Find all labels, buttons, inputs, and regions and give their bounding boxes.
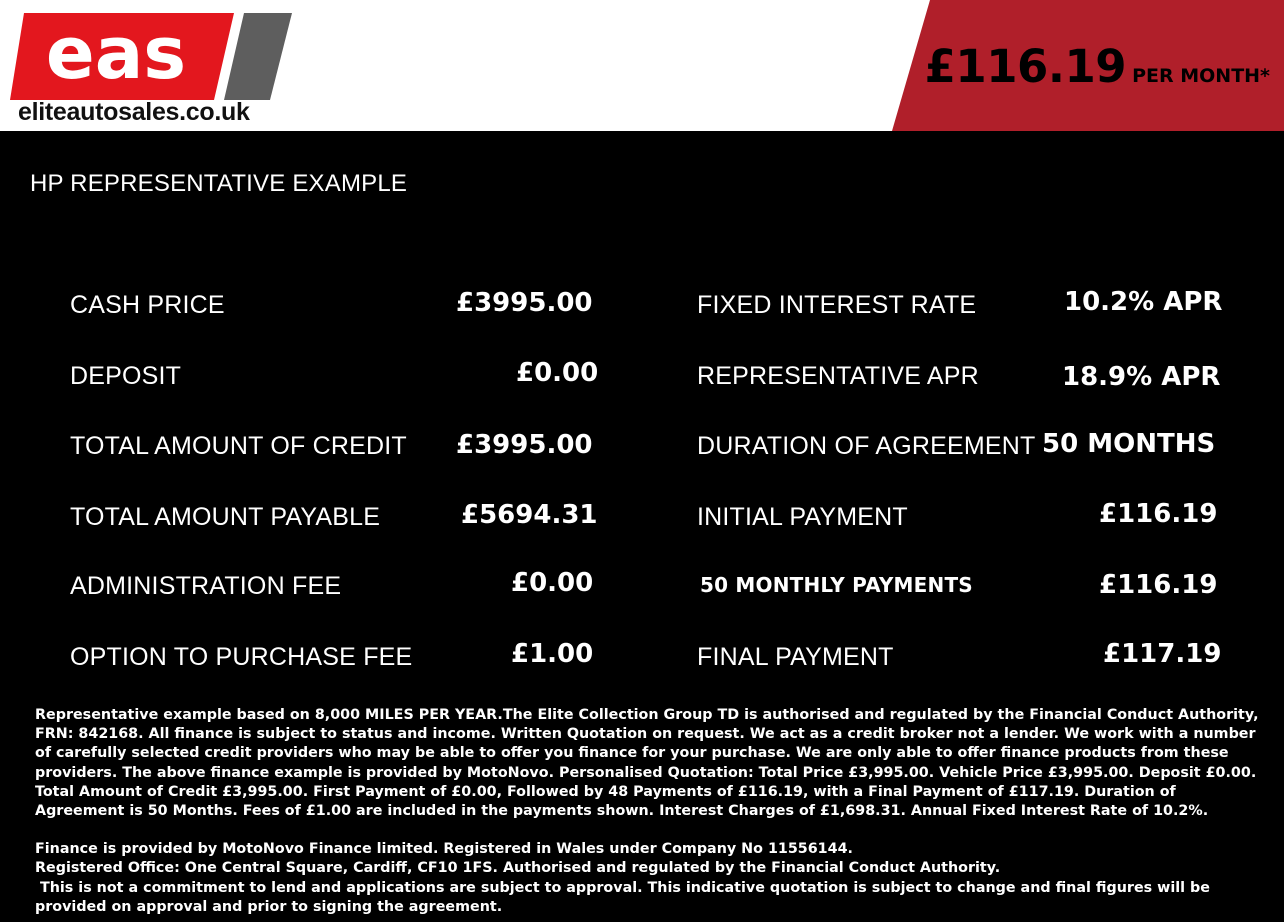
disclaimer-line: Agreement is 50 Months. Fees of £1.00 are included in the payments shown. Interest Charges of £1,698.31. Annual Fixed Interest Rate of 10.2%. (35, 803, 1209, 820)
value-initial-payment: £116.19 (1099, 499, 1218, 529)
disclaimer-line: providers. The above finance example is provided by MotoNovo. Personalised Quotation: Total Price £3,995.00. Vehicle Price £3,995.00. Deposit £0.00. (35, 764, 1257, 781)
logo-text: eas (45, 11, 187, 95)
paragraph-gap (35, 821, 1275, 840)
label-cash-price: CASH PRICE (70, 291, 225, 319)
label-total-credit: TOTAL AMOUNT OF CREDIT (70, 432, 407, 460)
disclaimer-line: of carefully selected credit providers who may be able to offer you finance for your purchase. We are only able to offer finance products from these (35, 745, 1229, 762)
price-suffix: PER MONTH* (1132, 65, 1270, 87)
value-admin-fee: £0.00 (511, 568, 594, 598)
label-admin-fee: ADMINISTRATION FEE (70, 572, 342, 600)
section-title: HP REPRESENTATIVE EXAMPLE (30, 170, 408, 197)
label-duration: DURATION OF AGREEMENT (697, 432, 1036, 460)
label-monthly-payments: 50 MONTHLY PAYMENTS (700, 573, 973, 597)
disclaimer-line: Representative example based on 8,000 MILES PER YEAR.The Elite Collection Group TD is authorised and regulated by the Financial Conduct Authority, (35, 707, 1259, 723)
disclaimer-line: FRN: 842168. All finance is subject to status and income. Written Quotation on request. We act as a credit broker not a lender. We work with a number (35, 726, 1256, 743)
registered-office-line: Registered Office: One Central Square, Cardiff, CF10 1FS. Authorised and regulated by the Financial Conduct Authority. (35, 860, 1001, 877)
value-option-fee: £1.00 (511, 639, 594, 669)
label-final-payment: FINAL PAYMENT (697, 643, 894, 671)
disclaimer-line: Total Amount of Credit £3,995.00. First Payment of £0.00, Followed by 48 Payments of £116.19, with a Final Payment of £117.19. Duration of (35, 783, 1176, 800)
label-total-payable: TOTAL AMOUNT PAYABLE (70, 503, 381, 531)
label-fixed-rate: FIXED INTEREST RATE (697, 291, 977, 319)
approval-line: This is not a commitment to lend and applications are subject to approval. This indicative quotation is subject to change and final figures will be (35, 879, 1210, 896)
disclaimer (35, 706, 1275, 917)
value-total-payable: £5694.31 (461, 500, 598, 530)
value-total-credit: £3995.00 (456, 430, 593, 460)
header (0, 0, 1284, 131)
site-url: eliteautosales.co.uk (18, 98, 250, 126)
value-monthly-payments: £116.19 (1099, 570, 1218, 600)
finance-provider-line: Finance is provided by MotoNovo Finance limited. Registered in Wales under Company No 11556144. (35, 841, 853, 858)
label-representative-apr: REPRESENTATIVE APR (697, 362, 979, 390)
value-fixed-rate: 10.2% APR (1064, 287, 1223, 317)
label-initial-payment: INITIAL PAYMENT (697, 503, 908, 531)
value-final-payment: £117.19 (1103, 639, 1222, 669)
value-duration: 50 MONTHS (1042, 429, 1216, 459)
monthly-price (925, 40, 1270, 93)
label-deposit: DEPOSIT (70, 362, 182, 390)
value-cash-price: £3995.00 (456, 288, 593, 318)
price-amount: £116.19 (924, 40, 1127, 93)
label-option-fee: OPTION TO PURCHASE FEE (70, 643, 413, 671)
value-representative-apr: 18.9% APR (1062, 362, 1221, 392)
approval-line: provided on approval and prior to signing the agreement. (35, 898, 503, 915)
value-deposit: £0.00 (516, 358, 599, 388)
